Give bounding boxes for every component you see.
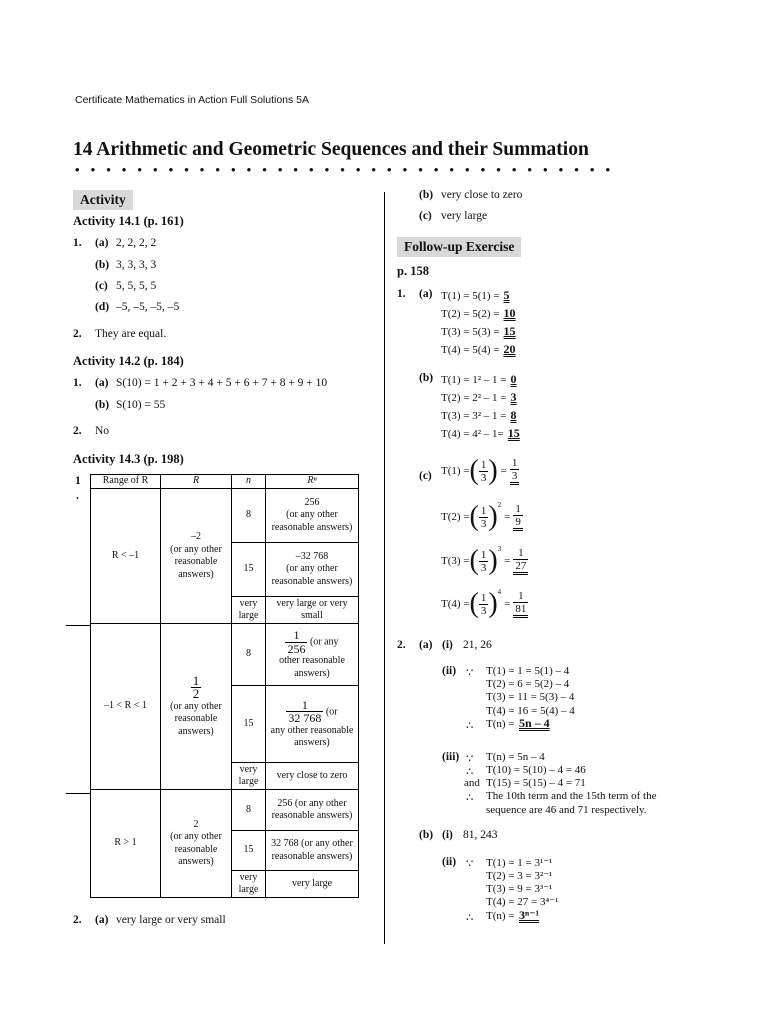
answer-text: 81, 243 [463,829,498,841]
equation-lhs: T(2) = [441,511,470,523]
underlined-answer: 10 [503,306,516,320]
equals-sign: = [504,511,511,523]
activity-14-2-heading: Activity 14.2 (p. 184) [73,354,184,368]
fraction: $\frac{1}{32 768}$ [288,697,322,725]
therefore-sign: ∴ [466,912,474,924]
equation-lhs: T(4) = 5(4) = [441,344,500,356]
power-equation [441,545,528,577]
exponent: 2 [497,501,502,509]
equation-line [441,288,510,303]
equation-line [441,306,516,321]
follow-up-banner: Follow-up Exercise [397,237,521,257]
therefore-sign: ∴ [466,766,474,778]
answer-text: 5, 5, 5, 5 [116,280,157,292]
derivation-line: T(n) = 5n – 4 [486,751,545,763]
equation-lhs: T(4) = 4² – 1= [441,428,504,440]
equation-lhs: T(2) = 2² – 1 = [441,392,507,404]
page-ref: p. 158 [397,264,429,278]
derivation-line: T(10) = 5(10) – 4 = 46 [486,764,586,776]
part-label: (a) [95,237,109,249]
answer-text: 2, 2, 2, 2 [116,237,157,249]
derivation-line: T(2) = 6 = 5(2) – 4 [486,678,570,690]
exponent: 3 [497,545,502,553]
n-cell: very large [232,597,266,624]
equation-line [441,426,520,441]
part-label: (b) [95,399,110,411]
activity-14-1-heading: Activity 14.1 (p. 161) [73,214,184,228]
question-number: 2. [397,639,406,651]
underlined-answer: 3 [510,390,517,404]
underlined-answer: 8 [510,408,517,422]
rn-cell: 256 (or any other reasonable answers) [266,790,359,831]
answer-fraction: $\frac{1}{81}$ [513,590,528,618]
equation-lhs: T(3) = 3² – 1 = [441,410,507,422]
group-rule [66,625,91,626]
conclusion-line: sequence are 46 and 71 respectively. [486,804,647,816]
rn-cell: 32 768 (or any other reasonable answers) [266,831,359,871]
range-cell: R < –1 [91,489,161,624]
left-paren: ( [469,501,479,532]
part-label: (a) [95,914,109,926]
part-label: (d) [95,301,110,313]
equation-lhs: T(4) = [441,598,470,610]
equation-line [441,390,517,405]
right-paren: ) [488,501,498,532]
equation-lhs: T(2) = 5(2) = [441,308,500,320]
rn-cell: very large or very small [266,597,359,624]
col-header-r: R [161,475,232,489]
part-label: (b) [419,189,434,201]
r-cell: 2 (or any other reasonable answers) [161,790,232,898]
derivation-line: T(2) = 3 = 3²⁻¹ [486,870,553,882]
exponent: 4 [497,588,502,596]
underlined-answer: 5 [503,288,510,302]
n-cell: very large [232,871,266,898]
results-table [90,474,359,898]
answer-fraction: $\frac{1}{27}$ [513,547,528,575]
fraction: $\frac{1}{2}$ [192,672,200,702]
answer-fraction: $\frac{1}{9}$ [513,503,523,531]
n-cell: 15 [232,543,266,597]
activity-14-3-heading: Activity 14.3 (p. 198) [73,452,184,466]
question-number-dot: . [76,490,79,502]
part-label: (b) [95,259,110,271]
equation-line [441,408,517,423]
subpart-label: (i) [442,829,453,841]
r-cell: –2 (or any other reasonable answers) [161,489,232,624]
fraction: $\frac{1}{3}$ [480,591,487,617]
col-header-range: Range of R [91,475,161,489]
equation-lhs: T(1) = [441,465,470,477]
part-label: (c) [419,210,432,222]
answer-text: very large or very small [116,914,226,926]
question-number: 1. [73,237,82,249]
group-rule [66,793,91,794]
part-label: (a) [419,639,433,651]
derivation-line: T(3) = 9 = 3³⁻¹ [486,883,553,895]
therefore-sign: ∴ [466,720,474,732]
underlined-answer: 5n – 4 [519,716,550,730]
right-paren: ) [488,545,498,576]
answer-text: very large [441,210,488,222]
conclusion-line: The 10th term and the 15th term of the [486,790,657,802]
fraction: $\frac{1}{3}$ [480,504,487,530]
part-label: (a) [95,377,109,389]
derivation-line: T(4) = 16 = 5(4) – 4 [486,705,575,717]
n-cell: 15 [232,686,266,763]
question-number: 1. [73,377,82,389]
fraction: $\frac{1}{256}$ [287,628,306,656]
derivation-line: T(4) = 27 = 3⁴⁻¹ [486,896,559,908]
power-equation [441,588,528,620]
question-number: 1. [397,288,406,300]
answer-text: –5, –5, –5, –5 [116,301,180,313]
answer-text: S(10) = 55 [116,399,166,411]
subpart-label: (ii) [442,665,457,677]
subpart-label: (ii) [442,856,457,868]
n-cell: 15 [232,831,266,871]
part-label: (a) [419,288,433,300]
equals-sign: = [500,465,507,477]
n-cell: 8 [232,489,266,543]
left-paren: ( [469,545,479,576]
equals-sign: = [504,598,511,610]
rn-cell: $\frac{1}{32 768}$ (or any other reasonable answers) [266,686,359,763]
title-dotted-rule: • • • • • • • • • • • • • • • • • • • • • • • • • • • • • • • • • • • [75,162,614,177]
left-paren: ( [469,455,479,486]
right-paren: ) [488,588,498,619]
therefore-sign: ∴ [466,792,474,804]
subpart-label: (i) [442,639,453,651]
rn-cell: very close to zero [266,763,359,790]
answer-text: They are equal. [95,328,167,340]
column-divider [384,192,385,944]
equation-lhs: T(1) = 5(1) = [441,290,500,302]
question-number: 2. [73,328,82,340]
underlined-answer: 15 [507,426,520,440]
and-word: and [464,777,480,789]
activity-banner: Activity [73,190,133,210]
col-header-rn: Rⁿ [266,475,359,489]
conclusion-lhs: T(n) = [486,910,515,922]
underlined-answer: 20 [503,342,516,356]
part-label: (b) [419,372,434,384]
equation-lhs: T(3) = 5(3) = [441,326,500,338]
derivation-line: T(1) = 1 = 3¹⁻¹ [486,857,553,869]
rn-cell: very large [266,871,359,898]
rn-cell: 256 (or any other reasonable answers) [266,489,359,543]
running-header: Certificate Mathematics in Action Full Solutions 5A [75,94,310,106]
because-sign: ∵ [466,667,474,679]
underlined-answer: 15 [503,324,516,338]
equation-line [441,342,516,357]
equation-line [441,372,517,387]
derivation-line: T(15) = 5(15) – 4 = 71 [486,777,586,789]
power-equation [441,455,519,487]
answer-text: very close to zero [441,189,523,201]
left-paren: ( [469,588,479,619]
n-cell: 8 [232,624,266,686]
rn-cell: –32 768 (or any other reasonable answers) [266,543,359,597]
question-number: 2. [73,914,82,926]
right-paren: ) [488,455,498,486]
answer-text: No [95,425,110,437]
answer-fraction: $\frac{1}{3}$ [510,457,520,485]
conclusion-lhs: T(n) = [486,718,515,730]
answer-text: 21, 26 [463,639,492,651]
derivation-line: T(1) = 1 = 5(1) – 4 [486,665,570,677]
col-header-n: n [232,475,266,489]
r-cell: $\frac{1}{2}$ (or any other reasonable answers) [161,624,232,790]
n-cell: very large [232,763,266,790]
question-number: 2. [73,425,82,437]
rn-cell: $\frac{1}{256}$ (or any other reasonable answers) [266,624,359,686]
part-label: (c) [95,280,108,292]
equation-line [441,324,516,339]
question-number: 1 [75,475,81,487]
fraction: $\frac{1}{3}$ [480,548,487,574]
power-equation [441,501,523,533]
equation-lhs: T(1) = 1² – 1 = [441,374,507,386]
fraction: $\frac{1}{3}$ [480,458,487,484]
answer-text: S(10) = 1 + 2 + 3 + 4 + 5 + 6 + 7 + 8 + 9 + 10 [116,377,328,389]
n-cell: 8 [232,790,266,831]
subpart-label: (iii) [442,751,460,763]
derivation-line: T(3) = 11 = 5(3) – 4 [486,691,575,703]
because-sign: ∵ [466,753,474,765]
underlined-answer: 3ⁿ⁻¹ [519,908,540,922]
part-label: (b) [419,829,434,841]
chapter-title: 14 Arithmetic and Geometric Sequences and their Summation [73,139,589,160]
range-cell: –1 < R < 1 [91,624,161,790]
underlined-answer: 0 [510,372,517,386]
because-sign: ∵ [466,858,474,870]
answer-text: 3, 3, 3, 3 [116,259,157,271]
equals-sign: = [504,555,511,567]
equation-lhs: T(3) = [441,555,470,567]
part-label: (c) [419,470,432,482]
range-cell: R > 1 [91,790,161,898]
